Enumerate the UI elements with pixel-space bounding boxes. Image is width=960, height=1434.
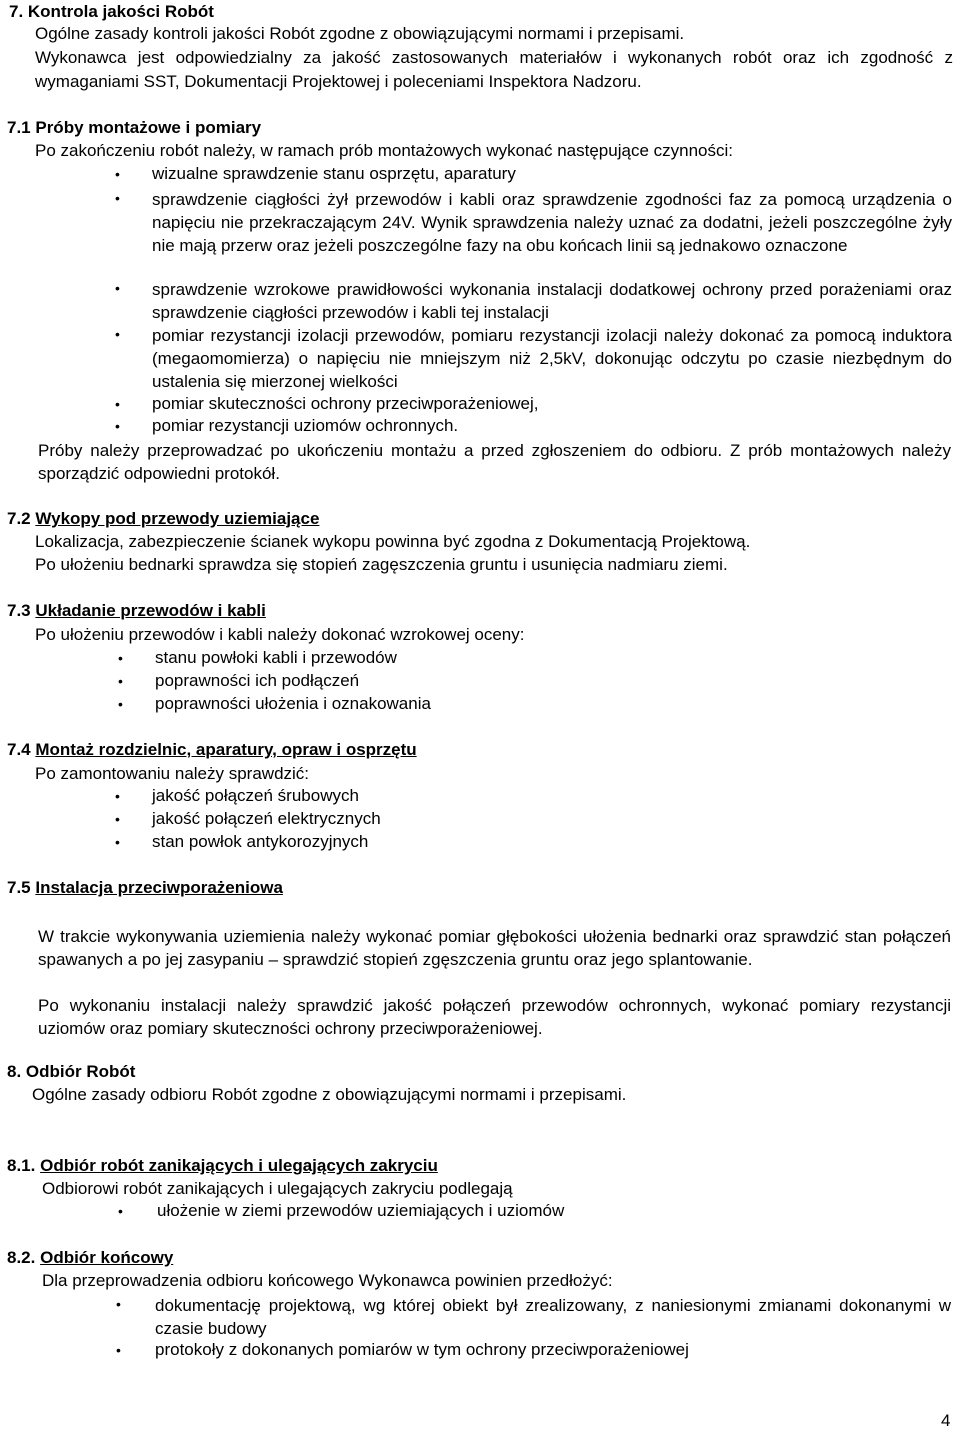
- section-7-1-intro: Po zakończeniu robót należy, w ramach prób montażowych wykonać następujące czynności:: [35, 141, 733, 160]
- section-title: Odbiór końcowy: [40, 1248, 174, 1267]
- list-item: poprawności ułożenia i oznakowania: [155, 694, 431, 713]
- bullet-icon: •: [115, 811, 120, 827]
- section-number: 8.1.: [7, 1156, 36, 1175]
- bullet-icon: •: [115, 190, 120, 206]
- section-title: Układanie przewodów i kabli: [35, 601, 266, 620]
- section-8-1-heading: [7, 1156, 438, 1176]
- list-item: sprawdzenie ciągłości żył przewodów i kabli oraz sprawdzenie zgodności faz za pomocą urządzenia o napięciu nie przekraczającym 24V. Wynik sprawdzenia należy uznać za dodatni, jeżeli poszczególne żyły nie mają przerw oraz jeżeli poszczególne fazy na obu końcach linii są jednakowo oznaczone: [152, 190, 952, 255]
- list-item: stanu powłoki kabli i przewodów: [155, 648, 397, 667]
- bullet-icon: •: [115, 788, 120, 804]
- section-7-2-line: Lokalizacja, zabezpieczenie ścianek wykopu powinna być zgodna z Dokumentacją Projektową.: [35, 532, 751, 551]
- bullet-icon: •: [118, 1203, 123, 1219]
- section-7-4-heading: [7, 740, 417, 760]
- section-number: 7.4: [7, 740, 31, 759]
- bullet-icon: •: [115, 418, 120, 434]
- section-title: Montaż rozdzielnic, aparatury, opraw i osprzętu: [35, 740, 417, 759]
- bullet-icon: •: [115, 280, 120, 296]
- section-7-4-intro: Po zamontowaniu należy sprawdzić:: [35, 764, 310, 783]
- bullet-icon: •: [116, 1296, 121, 1312]
- bullet-icon: •: [115, 834, 120, 850]
- section-8-line: Ogólne zasady odbioru Robót zgodne z obowiązującymi normami i przepisami.: [32, 1085, 627, 1104]
- section-7-1-heading: 7.1 Próby montażowe i pomiary: [7, 118, 262, 137]
- section-number: 7.2: [7, 509, 31, 528]
- section-number: 7.3: [7, 601, 31, 620]
- list-item: wizualne sprawdzenie stanu osprzętu, aparatury: [152, 164, 516, 183]
- section-7-2-heading: [7, 509, 319, 529]
- bullet-icon: •: [115, 396, 120, 412]
- section-title: Instalacja przeciwporażeniowa: [35, 878, 283, 897]
- list-item: stan powłok antykorozyjnych: [152, 832, 369, 851]
- section-8-heading: 8. Odbiór Robót: [7, 1062, 136, 1081]
- list-item: pomiar rezystancji izolacji przewodów, pomiaru rezystancji izolacji należy dokonać za pomocą induktora (megaomomierza) o napięciu nie mniejszym niż 2,5kV, dokonując odczytu po czasie niezbędnym do ustalenia się mierzonej wielkości: [152, 326, 952, 391]
- list-item: sprawdzenie wzrokowe prawidłowości wykonania instalacji dodatkowej ochrony przed porażeniami oraz sprawdzenie ciągłości przewodów i kabli tej instalacji: [152, 280, 952, 322]
- bullet-icon: •: [118, 650, 123, 666]
- section-title: Odbiór robót zanikających i ulegających zakryciu: [40, 1156, 438, 1175]
- section-7-3-heading: [7, 601, 266, 621]
- list-item: pomiar rezystancji uziomów ochronnych.: [152, 416, 459, 435]
- section-title: Wykopy pod przewody uziemiające: [35, 509, 320, 528]
- list-item: pomiar skuteczności ochrony przeciwporażeniowej,: [152, 394, 539, 413]
- page-number: 4: [941, 1411, 951, 1430]
- section-number: 8.2.: [7, 1248, 36, 1267]
- section-8-2-heading: [7, 1248, 173, 1268]
- list-item: poprawności ich podłączeń: [155, 671, 360, 690]
- section-7-5-paragraph: Po wykonaniu instalacji należy sprawdzić jakość połączeń przewodów ochronnych, wykonać pomiary rezystancji uziomów oraz pomiary skuteczności ochrony przeciwporażeniowej.: [38, 996, 951, 1038]
- section-7-1-outro: Próby należy przeprowadzać po ukończeniu montażu a przed zgłoszeniem do odbioru. Z prób montażowych należy sporządzić odpowiedni protokół.: [38, 441, 951, 483]
- bullet-icon: •: [118, 673, 123, 689]
- section-7-5-paragraph: W trakcie wykonywania uziemienia należy wykonać pomiar głębokości ułożenia bednarki oraz sprawdzić stan połączeń spawanych a po jej zasypaniu – sprawdzić stopień zgęszczenia gruntu oraz jego splantowanie.: [38, 927, 951, 969]
- section-number: 7.5: [7, 878, 31, 897]
- bullet-icon: •: [115, 326, 120, 342]
- section-7-2-line: Po ułożeniu bednarki sprawdza się stopień zagęszczenia gruntu i usunięcia nadmiaru ziemi.: [35, 555, 728, 574]
- bullet-icon: •: [116, 1342, 121, 1358]
- section-7-5-heading: [7, 878, 283, 898]
- bullet-icon: •: [115, 166, 120, 182]
- list-item: jakość połączeń elektrycznych: [152, 809, 381, 828]
- section-7-heading: 7. Kontrola jakości Robót: [9, 2, 214, 21]
- list-item: protokoły z dokonanych pomiarów w tym ochrony przeciwporażeniowej: [155, 1340, 689, 1359]
- section-7-line: Ogólne zasady kontroli jakości Robót zgodne z obowiązującymi normami i przepisami.: [35, 24, 685, 43]
- section-7-paragraph: Wykonawca jest odpowiedzialny za jakość zastosowanych materiałów i wykonanych robót oraz ich zgodność z wymaganiami SST, Dokumentacji Projektowej i poleceniami Inspektora Nadzoru.: [35, 48, 953, 91]
- list-item: dokumentację projektową, wg której obiekt był zrealizowany, z naniesionymi zmianami dokonanymi w czasie budowy: [155, 1296, 951, 1338]
- section-7-3-intro: Po ułożeniu przewodów i kabli należy dokonać wzrokowej oceny:: [35, 625, 525, 644]
- bullet-icon: •: [118, 696, 123, 712]
- section-8-2-intro: Dla przeprowadzenia odbioru końcowego Wykonawca powinien przedłożyć:: [42, 1271, 613, 1290]
- list-item: ułożenie w ziemi przewodów uziemiających i uziomów: [157, 1201, 565, 1220]
- section-8-1-intro: Odbiorowi robót zanikających i ulegających zakryciu podlegają: [42, 1179, 513, 1198]
- list-item: jakość połączeń śrubowych: [152, 786, 359, 805]
